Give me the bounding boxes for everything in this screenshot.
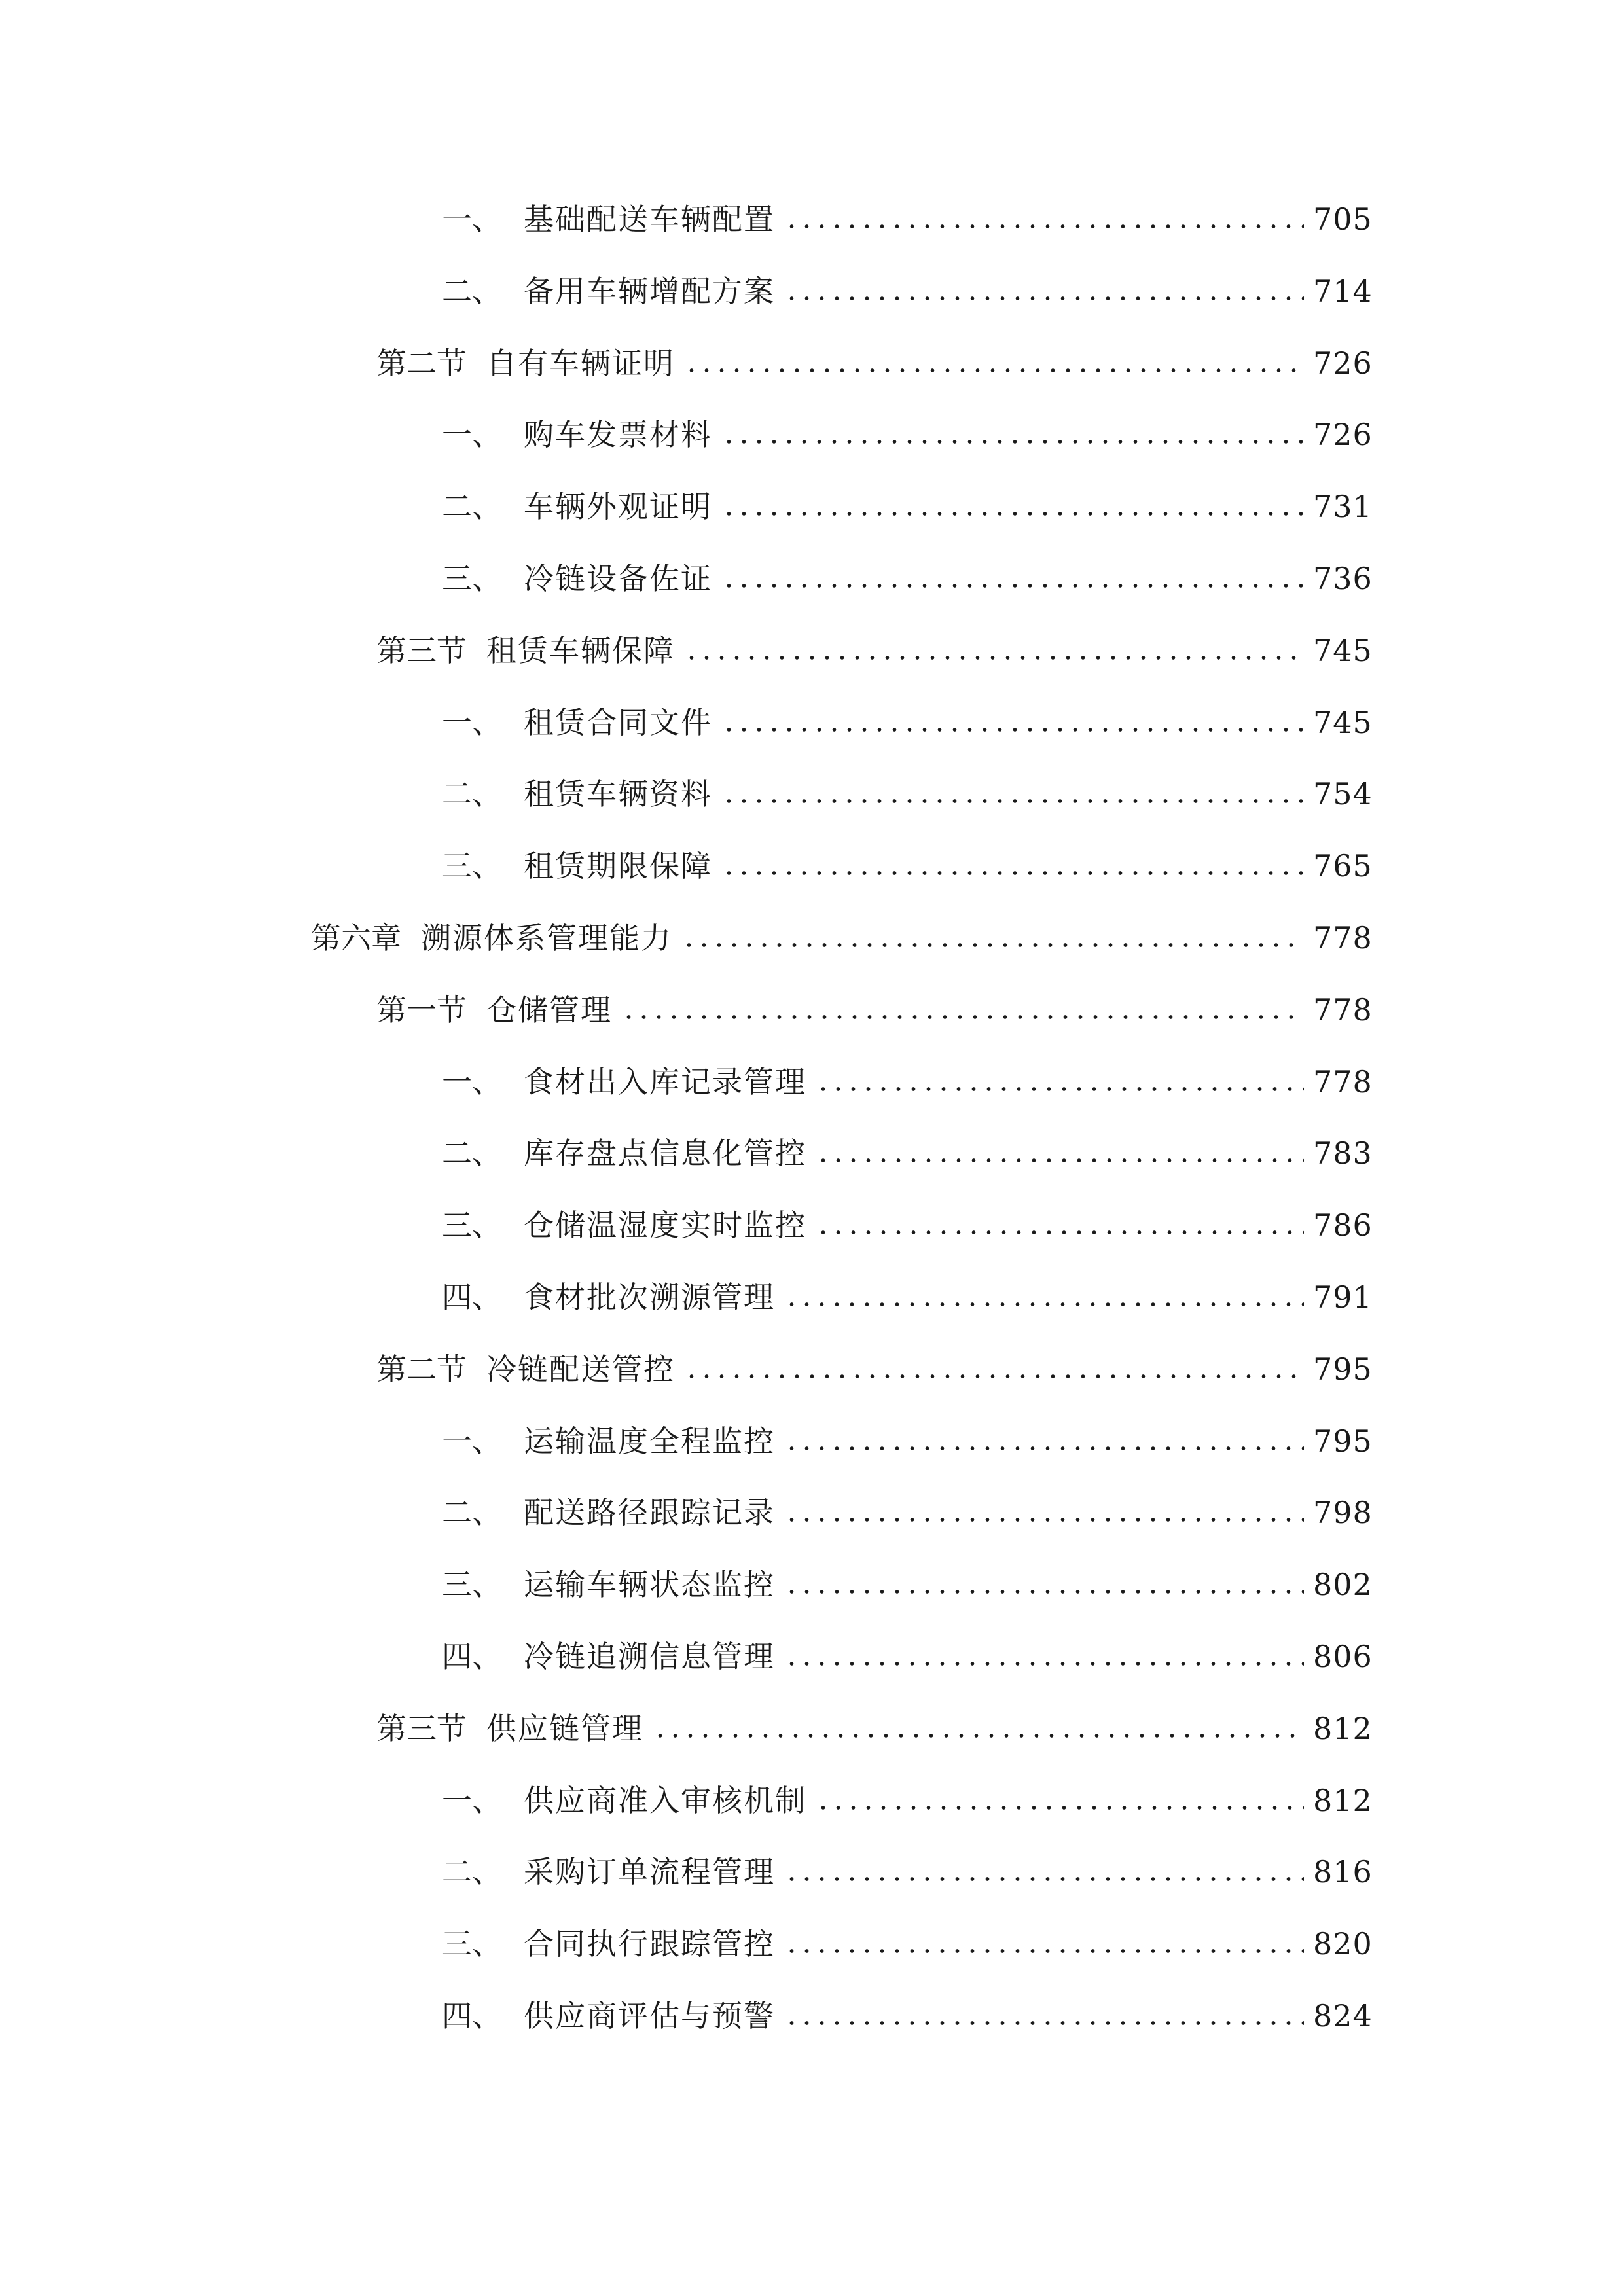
toc-entry-number: 一、	[442, 417, 502, 452]
toc-entry-item[interactable]	[442, 768, 1372, 820]
toc-entry-item[interactable]	[442, 1486, 1372, 1539]
toc-entry-title: 租赁合同文件	[524, 705, 712, 740]
toc-entry-page-number: 745	[1313, 705, 1373, 740]
toc-entry-number: 一、	[442, 202, 502, 237]
toc-entry-page-number: 731	[1313, 489, 1373, 524]
toc-entry-page-number: 795	[1313, 1352, 1373, 1387]
toc-entry-title: 供应链管理	[486, 1711, 643, 1746]
toc-entry-number: 三、	[442, 848, 502, 884]
toc-entry-number: 二、	[442, 1854, 502, 1890]
dot-leader	[784, 2020, 1304, 2026]
toc-entry-item[interactable]	[442, 1990, 1372, 2042]
toc-entry-item[interactable]	[442, 1056, 1372, 1108]
toc-entry-number: 二、	[442, 489, 502, 524]
toc-entry-item[interactable]	[442, 1846, 1372, 1898]
toc-entry-section[interactable]	[376, 1702, 1372, 1755]
dot-leader	[816, 1804, 1304, 1811]
toc-entry-number: 二、	[442, 274, 502, 309]
toc-entry-number: 三、	[442, 1926, 502, 1962]
toc-entry-item[interactable]	[442, 193, 1372, 245]
dot-leader	[816, 1086, 1304, 1092]
toc-entry-page-number: 705	[1313, 202, 1373, 237]
toc-entry-title: 租赁车辆保障	[486, 633, 675, 668]
toc-entry-number: 第三节	[376, 633, 467, 668]
dot-leader	[784, 1948, 1304, 1954]
toc-entry-number: 一、	[442, 1424, 502, 1459]
toc-entry-title: 配送路径跟踪记录	[524, 1495, 775, 1530]
toc-entry-page-number: 754	[1313, 776, 1373, 812]
toc-entry-title: 采购订单流程管理	[524, 1854, 775, 1890]
toc-entry-item[interactable]	[442, 1127, 1372, 1179]
toc-entry-title: 食材批次溯源管理	[524, 1280, 775, 1315]
toc-entry-number: 第二节	[376, 346, 467, 381]
toc-entry-page-number: 736	[1313, 561, 1373, 596]
toc-entry-page-number: 778	[1313, 920, 1373, 956]
dot-leader	[721, 798, 1304, 804]
toc-entry-item[interactable]	[442, 480, 1372, 533]
toc-entry-number: 第三节	[376, 1711, 467, 1746]
dot-leader	[684, 655, 1304, 661]
toc-entry-page-number: 726	[1313, 417, 1373, 452]
dot-leader	[621, 1014, 1304, 1020]
toc-entry-number: 第六章	[311, 920, 401, 956]
dot-leader	[784, 1588, 1304, 1595]
dot-leader	[784, 223, 1304, 230]
toc-entry-page-number: 812	[1313, 1711, 1373, 1746]
dot-leader	[816, 1229, 1304, 1236]
toc-entry-number: 一、	[442, 1064, 502, 1100]
dot-leader	[721, 511, 1304, 517]
toc-entry-title: 运输温度全程监控	[524, 1424, 775, 1459]
dot-leader	[721, 583, 1304, 589]
toc-entry-page-number: 765	[1313, 848, 1373, 884]
toc-entry-title: 库存盘点信息化管控	[524, 1136, 806, 1171]
toc-entry-title: 冷链设备佐证	[524, 561, 712, 596]
toc-entry-number: 第二节	[376, 1352, 467, 1387]
dot-leader	[784, 1516, 1304, 1523]
dot-leader	[653, 1732, 1304, 1739]
toc-entry-title: 溯源体系管理能力	[421, 920, 672, 956]
toc-entry-item[interactable]	[442, 1415, 1372, 1467]
toc-entry-number: 四、	[442, 1280, 502, 1315]
toc-entry-title: 合同执行跟踪管控	[524, 1926, 775, 1962]
dot-leader	[784, 1660, 1304, 1667]
toc-entry-page-number: 806	[1313, 1639, 1373, 1674]
toc-entry-title: 供应商准入审核机制	[524, 1783, 806, 1818]
toc-entry-title: 备用车辆增配方案	[524, 274, 775, 309]
toc-entry-page-number: 778	[1313, 1064, 1373, 1100]
toc-entry-page-number: 786	[1313, 1208, 1373, 1243]
toc-entry-page-number: 791	[1313, 1280, 1373, 1315]
toc-entry-item[interactable]	[442, 1199, 1372, 1251]
dot-leader	[816, 1157, 1304, 1164]
toc-entry-number: 二、	[442, 1495, 502, 1530]
toc-entry-title: 食材出入库记录管理	[524, 1064, 806, 1100]
toc-entry-page-number: 783	[1313, 1136, 1373, 1171]
toc-entry-page-number: 714	[1313, 274, 1373, 309]
toc-entry-item[interactable]	[442, 265, 1372, 317]
dot-leader	[784, 1876, 1304, 1882]
toc-entry-number: 四、	[442, 1998, 502, 2034]
toc-entry-item[interactable]	[442, 408, 1372, 461]
toc-entry-page-number: 824	[1313, 1998, 1373, 2034]
toc-entry-item[interactable]	[442, 1271, 1372, 1323]
toc-entry-number: 一、	[442, 1783, 502, 1818]
toc-entry-title: 基础配送车辆配置	[524, 202, 775, 237]
toc-entry-page-number: 745	[1313, 633, 1373, 668]
toc-entry-title: 租赁车辆资料	[524, 776, 712, 812]
dot-leader	[684, 1373, 1304, 1380]
toc-entry-item[interactable]	[442, 696, 1372, 749]
toc-entry-number: 第一节	[376, 992, 467, 1028]
toc-entry-item[interactable]	[442, 1774, 1372, 1827]
toc-entry-number: 三、	[442, 1567, 502, 1602]
toc-entry-section[interactable]	[376, 624, 1372, 677]
toc-entry-item[interactable]	[442, 1918, 1372, 1970]
toc-entry-chapter[interactable]	[311, 912, 1372, 964]
toc-entry-page-number: 726	[1313, 346, 1373, 381]
toc-entry-title: 冷链追溯信息管理	[524, 1639, 775, 1674]
toc-entry-page-number: 816	[1313, 1854, 1373, 1890]
toc-entry-page-number: 802	[1313, 1567, 1373, 1602]
dot-leader	[721, 439, 1304, 445]
dot-leader	[784, 295, 1304, 302]
toc-entry-title: 购车发票材料	[524, 417, 712, 452]
toc-entry-page-number: 820	[1313, 1926, 1373, 1962]
toc-entry-number: 三、	[442, 561, 502, 596]
toc-entry-title: 租赁期限保障	[524, 848, 712, 884]
toc-entry-title: 仓储温湿度实时监控	[524, 1208, 806, 1243]
dot-leader	[721, 870, 1304, 876]
toc-entry-number: 四、	[442, 1639, 502, 1674]
toc-entry-item[interactable]	[442, 840, 1372, 892]
toc-entry-section[interactable]	[376, 1343, 1372, 1395]
toc-entry-page-number: 778	[1313, 992, 1373, 1028]
toc-entry-section[interactable]	[376, 337, 1372, 389]
toc-entry-title: 自有车辆证明	[486, 346, 675, 381]
toc-entry-item[interactable]	[442, 552, 1372, 605]
toc-entry-section[interactable]	[376, 984, 1372, 1036]
toc-entry-item[interactable]	[442, 1630, 1372, 1683]
toc-entry-title: 供应商评估与预警	[524, 1998, 775, 2034]
dot-leader	[784, 1301, 1304, 1308]
toc-entry-page-number: 798	[1313, 1495, 1373, 1530]
toc-entry-item[interactable]	[442, 1558, 1372, 1611]
dot-leader	[681, 942, 1304, 948]
toc-entry-title: 运输车辆状态监控	[524, 1567, 775, 1602]
toc-entry-number: 一、	[442, 705, 502, 740]
toc-entry-number: 二、	[442, 776, 502, 812]
toc-entry-title: 冷链配送管控	[486, 1352, 675, 1387]
dot-leader	[684, 367, 1304, 374]
toc-entry-page-number: 795	[1313, 1424, 1373, 1459]
toc-entry-number: 三、	[442, 1208, 502, 1243]
toc-entry-title: 车辆外观证明	[524, 489, 712, 524]
toc-entry-page-number: 812	[1313, 1783, 1373, 1818]
toc-entry-title: 仓储管理	[486, 992, 612, 1028]
dot-leader	[721, 726, 1304, 733]
toc-entry-number: 二、	[442, 1136, 502, 1171]
dot-leader	[784, 1445, 1304, 1452]
